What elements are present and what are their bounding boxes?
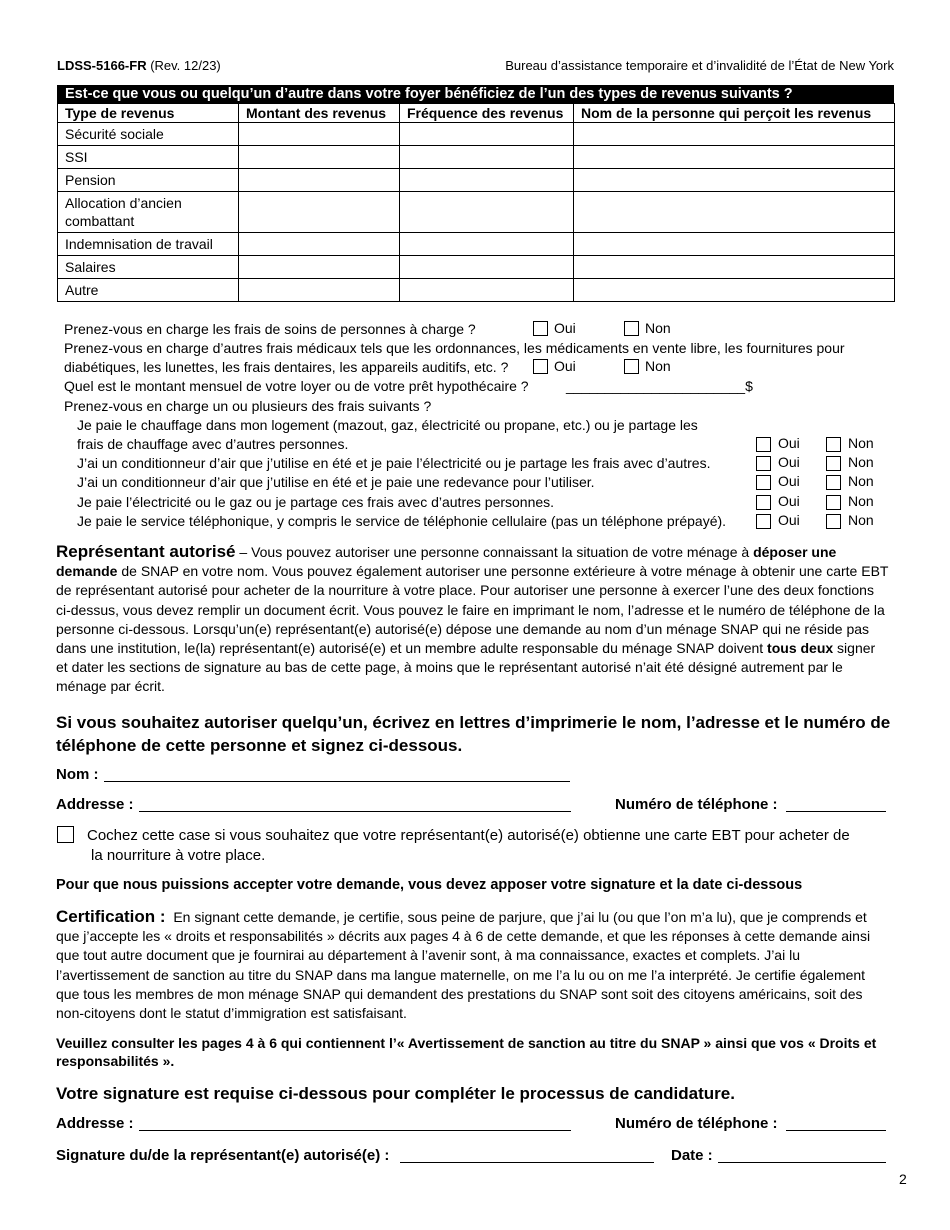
question-medical-line1: Prenez-vous en charge d’autres frais médicaux tels que les ordonnances, les médicaments en vente libre, les fournitures pour: [64, 340, 845, 356]
yes-label: Oui: [554, 320, 576, 336]
name-input-line[interactable]: [104, 781, 570, 782]
electric-gas-yes-checkbox[interactable]: [756, 495, 771, 510]
ac-electricity-no-checkbox[interactable]: [826, 456, 841, 471]
col-header-type: Type de revenus: [58, 104, 239, 123]
phone-label: Numéro de téléphone :: [615, 1115, 778, 1132]
frequency-cell[interactable]: [400, 279, 574, 302]
heating-no-checkbox[interactable]: [826, 437, 841, 452]
amount-cell[interactable]: [239, 256, 400, 279]
frequency-cell[interactable]: [400, 233, 574, 256]
date-input-line[interactable]: [718, 1162, 886, 1163]
phone-yes-checkbox[interactable]: [756, 514, 771, 529]
col-header-frequency: Fréquence des revenus: [400, 104, 574, 123]
authorize-heading: Si vous souhaitez autoriser quelqu’un, écrivez en lettres d’imprimerie le nom, l’adresse et le numéro de téléphone de cette personne et signez ci-dessous.: [56, 713, 891, 755]
table-row: [58, 256, 895, 279]
signature-label: Signature du/de la représentant(e) autorisé(e) :: [56, 1147, 390, 1164]
signature-heading: Votre signature est requise ci-dessous pour compléter le processus de candidature.: [56, 1084, 735, 1103]
consult-notice: Veuillez consulter les pages 4 à 6 qui contiennent l’« Avertissement de sanction au titre du SNAP » ainsi que vos « Droits et responsabilités ».: [56, 1035, 877, 1069]
no-label: Non: [848, 473, 874, 489]
table-row: [58, 279, 895, 302]
certification-paragraph: Certification : En signant cette demande, je certifie, sous peine de parjure, que j’ai lu (ou que l’on m’a lu), que je comprends et que j’accepte les « droits et responsabilités » décrits aux pages 4 à 6 de cette demande, et que les réponses à cette demande ainsi que tout autre document que je fournirai au département à l’avenir sont, à ma connaissance, exactes et complets. J’ai lu l’avertissement de sanction au titre du SNAP dans ma langue maternelle, on me l’a lu ou on me l’a interprété. Je certifie également que tous les membres de mon ménage SNAP qui demandent des prestations du SNAP sont soit des citoyens américains, soit des non-citoyens dont le statut d’immigration est satisfaisant.: [56, 907, 871, 1022]
expense-ac-electricity: J’ai un conditionneur d’air que j’utilise en été et je paie l’électricité ou je partage les frais avec d’autres.: [77, 455, 711, 471]
signature-address-input-line[interactable]: [139, 1130, 571, 1131]
amount-cell[interactable]: [239, 169, 400, 192]
yes-label: Oui: [778, 512, 800, 528]
no-label: Non: [848, 435, 874, 451]
ac-electricity-yes-checkbox[interactable]: [756, 456, 771, 471]
rent-amount-field[interactable]: _______________________$: [566, 378, 753, 394]
date-label: Date :: [671, 1147, 713, 1164]
form-id: LDSS-5166-FR (Rev. 12/23): [57, 58, 221, 73]
expense-phone: Je paie le service téléphonique, y compris le service de téléphonie cellulaire (pas un téléphone prépayé).: [77, 513, 727, 529]
frequency-cell[interactable]: [400, 256, 574, 279]
person-cell[interactable]: [574, 279, 895, 302]
table-row: [58, 123, 895, 146]
ebt-card-checkbox[interactable]: [57, 826, 74, 843]
frequency-cell[interactable]: [400, 192, 574, 233]
question-rent: Quel est le montant mensuel de votre loyer ou de votre prêt hypothécaire ?: [64, 378, 529, 394]
person-cell[interactable]: [574, 192, 895, 233]
representative-heading: Représentant autorisé: [56, 542, 236, 561]
income-table: [57, 85, 894, 302]
income-type: SSI: [58, 146, 239, 169]
signature-phone-input-line[interactable]: [786, 1130, 886, 1131]
person-cell[interactable]: [574, 123, 895, 146]
frequency-cell[interactable]: [400, 123, 574, 146]
yes-label: Oui: [554, 358, 576, 374]
ac-fee-yes-checkbox[interactable]: [756, 475, 771, 490]
expense-heating-line1: Je paie le chauffage dans mon logement (mazout, gaz, électricité ou propane, etc.) ou je partage les: [77, 417, 698, 433]
amount-cell[interactable]: [239, 123, 400, 146]
dependent-care-yes-checkbox[interactable]: [533, 321, 548, 336]
agency-name: Bureau d’assistance temporaire et d’invalidité de l’État de New York: [505, 58, 894, 73]
frequency-cell[interactable]: [400, 146, 574, 169]
income-type: Autre: [58, 279, 239, 302]
yes-label: Oui: [778, 473, 800, 489]
heating-yes-checkbox[interactable]: [756, 437, 771, 452]
expense-electric-gas: Je paie l’électricité ou le gaz ou je partage ces frais avec d’autres personnes.: [77, 494, 555, 510]
ac-fee-no-checkbox[interactable]: [826, 475, 841, 490]
certification-heading: Certification :: [56, 907, 166, 926]
income-type: Salaires: [58, 256, 239, 279]
electric-gas-no-checkbox[interactable]: [826, 495, 841, 510]
phone-label: Numéro de téléphone :: [615, 796, 778, 813]
table-row: [58, 233, 895, 256]
signature-input-line[interactable]: [400, 1162, 654, 1163]
col-header-person: Nom de la personne qui perçoit les revenus: [574, 104, 895, 123]
income-type: Indemnisation de travail: [58, 233, 239, 256]
amount-cell[interactable]: [239, 192, 400, 233]
expense-heating-line2: frais de chauffage avec d’autres personnes.: [77, 436, 349, 452]
amount-cell[interactable]: [239, 146, 400, 169]
page-number: 2: [899, 1171, 907, 1187]
yes-label: Oui: [778, 493, 800, 509]
no-label: Non: [645, 358, 671, 374]
amount-cell[interactable]: [239, 279, 400, 302]
person-cell[interactable]: [574, 146, 895, 169]
no-label: Non: [848, 512, 874, 528]
yes-label: Oui: [778, 435, 800, 451]
phone-no-checkbox[interactable]: [826, 514, 841, 529]
ebt-checkbox-label-line1: Cochez cette case si vous souhaitez que votre représentant(e) autorisé(e) obtienne une carte EBT pour acheter de: [87, 827, 850, 844]
medical-no-checkbox[interactable]: [624, 359, 639, 374]
no-label: Non: [848, 493, 874, 509]
income-table-title: Est-ce que vous ou quelqu’un d’autre dans votre foyer bénéficiez de l’un des types de revenus suivants ?: [57, 85, 894, 103]
person-cell[interactable]: [574, 233, 895, 256]
col-header-amount: Montant des revenus: [239, 104, 400, 123]
frequency-cell[interactable]: [400, 169, 574, 192]
ebt-checkbox-label-line2: la nourriture à votre place.: [91, 847, 266, 864]
phone-input-line[interactable]: [786, 811, 886, 812]
address-input-line[interactable]: [139, 811, 571, 812]
income-type: Pension: [58, 169, 239, 192]
question-dependent-care: Prenez-vous en charge les frais de soins de personnes à charge ?: [64, 321, 476, 337]
question-expenses: Prenez-vous en charge un ou plusieurs des frais suivants ?: [64, 398, 432, 414]
medical-yes-checkbox[interactable]: [533, 359, 548, 374]
authorized-representative-paragraph: Représentant autorisé – Vous pouvez autoriser une personne connaissant la situation de votre ménage à déposer une demande de SNAP en votre nom. Vous pouvez également autoriser une personne extérieure à votre ménage à obtenir une carte EBT de représentant autorisé pour acheter de la nourriture à votre place. Pour autoriser une personne à exercer l’une des deux fonctions ci-dessus, vous devez remplir un document écrit. Vous pouvez le faire en imprimant le nom, l’adresse et le numéro de téléphone de la personne ci-dessous. Lorsqu’un(e) représentant(e) autorisé(e) dépose une demande au nom d’un ménage SNAP qui ne réside pas dans une institution, le(la) représentant(e) autorisé(e) et un membre adulte responsable du ménage SNAP doivent tous deux signer et dater les sections de signature au bas de cette page, à moins que le représentant autorisé n’ait été désigné autrement par le ménage par écrit.: [56, 542, 889, 695]
table-row: [58, 192, 895, 233]
expense-ac-fee: J’ai un conditionneur d’air que j’utilise en été et je paie une redevance pour l’utiliser.: [77, 474, 595, 490]
person-cell[interactable]: [574, 256, 895, 279]
yes-label: Oui: [778, 454, 800, 470]
income-type: Sécurité sociale: [58, 123, 239, 146]
no-label: Non: [848, 454, 874, 470]
address-label: Addresse :: [56, 796, 134, 813]
table-row: [58, 169, 895, 192]
accept-notice: Pour que nous puissions accepter votre demande, vous devez apposer votre signature et la date ci-dessous: [56, 877, 803, 893]
address-label: Addresse :: [56, 1115, 134, 1132]
question-medical-line2: diabétiques, les lunettes, les frais dentaires, les appareils auditifs, etc. ?: [64, 359, 509, 375]
table-row: [58, 146, 895, 169]
no-label: Non: [645, 320, 671, 336]
person-cell[interactable]: [574, 169, 895, 192]
dependent-care-no-checkbox[interactable]: [624, 321, 639, 336]
amount-cell[interactable]: [239, 233, 400, 256]
income-type: Allocation d’ancien combattant: [58, 192, 239, 233]
name-label: Nom :: [56, 766, 99, 783]
